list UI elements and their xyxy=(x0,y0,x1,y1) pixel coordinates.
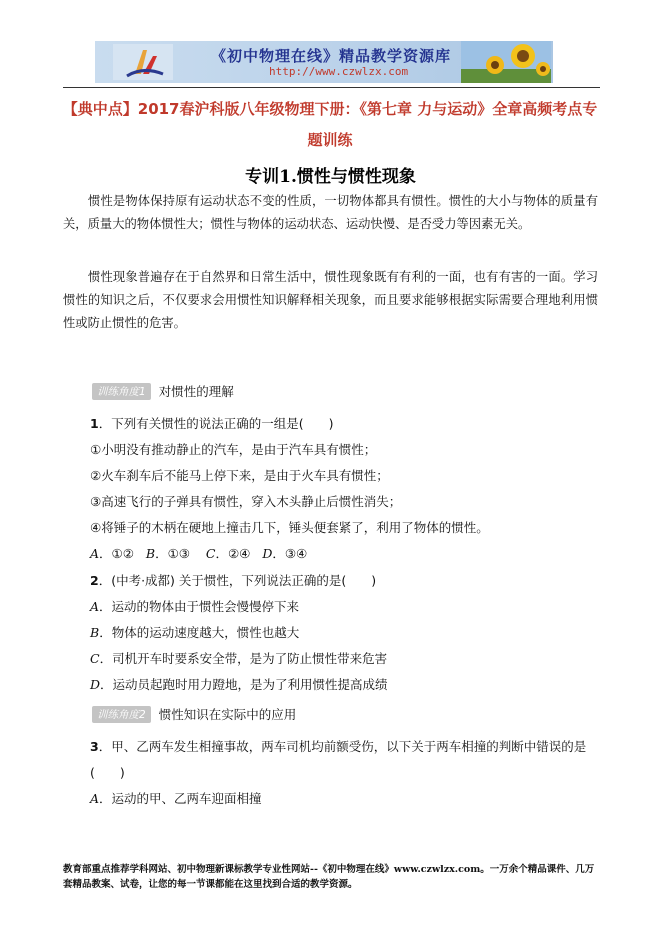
intro-paragraph: 惯性现象普遍存在于自然界和日常生活中，惯性现象既有有利的一面，也有有害的一面。学习惯性的知识之后，不仅要求会用惯性知识解释相关现象，而且要求能够根据实际需要合理地利用惯性或防止惯性的危害。 xyxy=(63,270,598,330)
question-2-option: B．物体的运动速度越大，惯性也越大 xyxy=(90,625,300,640)
intro-paragraph: 惯性是物体保持原有运动状态不变的性质，一切物体都具有惯性。惯性的大小与物体的质量有关，质量大的物体惯性大；惯性与物体的运动状态、运动快慢、是否受力等因素无关。 xyxy=(63,194,598,231)
page-footer: 教育部重点推荐学科网站、初中物理新课标教学专业性网站--《初中物理在线》www.czwlzx.com。一万余个精品课件、几万套精品教案、试卷，让您的每一节课都能在这里找到合适的教学资源。 xyxy=(63,864,595,890)
question-2-option: A．运动的物体由于惯性会慢慢停下来 xyxy=(90,599,300,614)
section-title: 专训1.惯性与惯性现象 xyxy=(245,167,416,187)
training-angle-text: 惯性知识在实际中的应用 xyxy=(158,707,297,722)
site-logo-icon xyxy=(113,44,173,80)
question-1-item: ①小明没有推动静止的汽车，是由于汽车具有惯性； xyxy=(90,442,377,457)
question-2-option: C．司机开车时要系安全带，是为了防止惯性带来危害 xyxy=(90,651,388,666)
training-angle-badge: 训练角度1 xyxy=(92,383,151,400)
question-1-options: A．①② B．①③ C．②④ D．③④ xyxy=(90,546,308,561)
training-angle-text: 对惯性的理解 xyxy=(158,384,234,399)
sunflower-image-icon xyxy=(461,41,551,83)
question-1-item: ④将锤子的木柄在硬地上撞击几下，锤头便套紧了，利用了物体的惯性。 xyxy=(90,520,489,535)
header-banner xyxy=(95,41,553,83)
question-3-option: A．运动的甲、乙两车迎面相撞 xyxy=(90,791,262,806)
banner-url: http://www.czwlzx.com xyxy=(269,65,409,78)
banner-title: 《初中物理在线》精品教学资源库 xyxy=(211,47,452,65)
question-1-item: ③高速飞行的子弹具有惯性，穿入木头静止后惯性消失； xyxy=(90,494,402,509)
question-3-stem: 3．甲、乙两车发生相撞事故，两车司机均前额受伤，以下关于两车相撞的判断中错误的是( ) xyxy=(90,739,587,780)
question-1-stem: 1．下列有关惯性的说法正确的一组是( ) xyxy=(90,416,334,431)
document-title: 【典中点】2017春沪科版八年级物理下册：《第七章 力与运动》全章高频考点专题训练 xyxy=(62,100,598,149)
header-divider xyxy=(63,87,600,88)
training-angle-2 xyxy=(92,705,296,723)
training-angle-badge: 训练角度2 xyxy=(92,706,151,723)
question-1-item: ②火车刹车后不能马上停下来，是由于火车具有惯性； xyxy=(90,468,389,483)
training-angle-1 xyxy=(92,382,234,400)
question-2-option: D．运动员起跑时用力蹬地，是为了利用惯性提高成绩 xyxy=(90,677,388,692)
question-2-stem: 2．(中考·成都) 关于惯性，下列说法正确的是( ) xyxy=(90,573,377,588)
